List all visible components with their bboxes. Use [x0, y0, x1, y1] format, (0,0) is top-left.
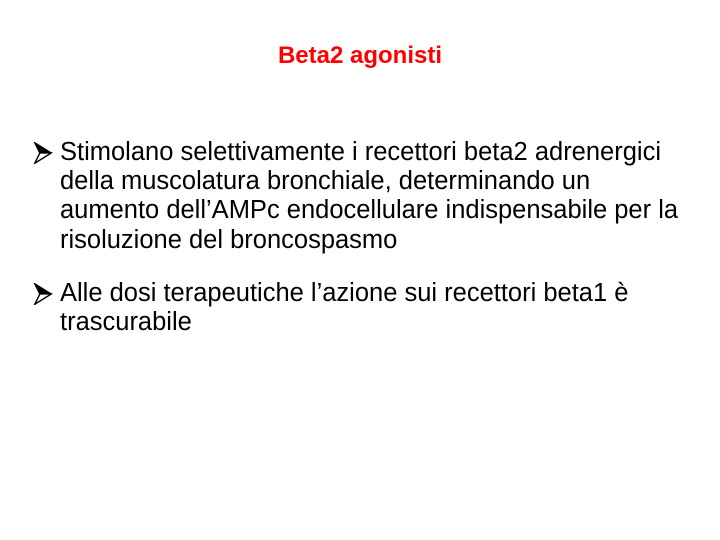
bullet-item: [33, 138, 683, 255]
bullet-list: [33, 138, 683, 361]
bullet-text: Alle dosi terapeutiche l’azione sui recettori beta1 è trascurabile: [60, 278, 629, 337]
slide-title: Beta2 agonisti: [277, 42, 443, 69]
bullet-item: [33, 279, 683, 337]
bullet-text: Stimolano selettivamente i recettori beta2 adrenergici della muscolatura bronchiale, determinando un aumento dell’AMPc endocellulare indispensabile per la risoluzione del broncospasmo: [60, 138, 679, 254]
arrowhead-bullet-icon: [33, 283, 53, 305]
arrowhead-bullet-icon: [33, 142, 53, 164]
